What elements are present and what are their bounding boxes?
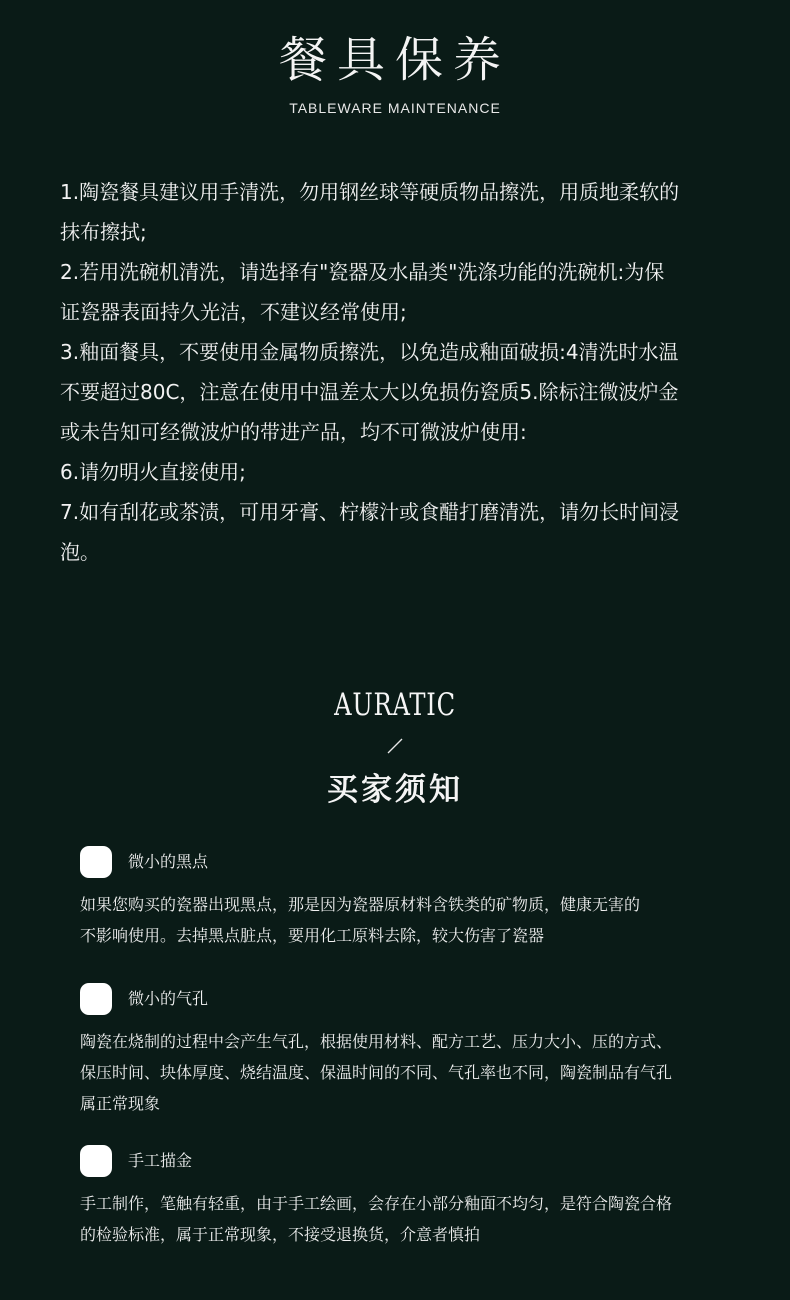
notice-line: 属正常现象 bbox=[80, 1094, 161, 1113]
notice-body bbox=[80, 889, 730, 951]
checkbox-icon bbox=[80, 983, 112, 1015]
notice-black-spots bbox=[80, 846, 730, 951]
maintenance-text bbox=[60, 172, 750, 572]
checkbox-icon bbox=[80, 846, 112, 878]
maintenance-line: 3.釉面餐具，不要使用金属物质擦洗，以免造成釉面破损:4清洗时水温 bbox=[60, 340, 679, 364]
checkbox-icon bbox=[80, 1145, 112, 1177]
maintenance-line: 1.陶瓷餐具建议用手清洗，勿用钢丝球等硬质物品擦洗，用质地柔软的 bbox=[60, 180, 680, 204]
notice-line: 陶瓷在烧制的过程中会产生气孔，根据使用材料、配方工艺、压力大小、压的方式、 bbox=[80, 1032, 673, 1051]
notice-body bbox=[80, 1026, 730, 1119]
notice-line: 手工制作，笔触有轻重，由于手工绘画，会存在小部分釉面不均匀，是符合陶瓷合格 bbox=[80, 1194, 673, 1213]
notice-line: 不影响使用。去掉黑点脏点，要用化工原料去除，较大伤害了瓷器 bbox=[80, 926, 545, 945]
brand-logo: AURATIC bbox=[334, 687, 456, 723]
buyer-notice-title: 买家须知 bbox=[327, 772, 463, 808]
notice-pores bbox=[80, 983, 730, 1119]
maintenance-line: 证瓷器表面持久光洁，不建议经常使用; bbox=[60, 300, 407, 324]
notice-title: 微小的黑点 bbox=[128, 852, 209, 871]
maintenance-line: 抹布擦拭; bbox=[60, 220, 147, 244]
notice-title: 微小的气孔 bbox=[128, 989, 209, 1008]
maintenance-line: 不要超过80C，注意在使用中温差太大以免损伤瓷质5.除标注微波炉金 bbox=[60, 380, 679, 404]
maintenance-line: 泡。 bbox=[60, 540, 100, 564]
notice-line: 保压时间、块体厚度、烧结温度、保温时间的不同、气孔率也不同，陶瓷制品有气孔 bbox=[80, 1063, 673, 1082]
slash-divider-icon bbox=[386, 737, 404, 755]
notice-line: 的检验标准，属于正常现象，不接受退换货，介意者慎拍 bbox=[80, 1225, 481, 1244]
maintenance-subtitle: TABLEWARE MAINTENANCE bbox=[289, 100, 501, 116]
notice-body bbox=[80, 1188, 730, 1250]
maintenance-title: 餐具保养 bbox=[278, 32, 511, 88]
maintenance-line: 6.请勿明火直接使用; bbox=[60, 460, 246, 484]
maintenance-line: 7.如有刮花或茶渍，可用牙膏、柠檬汁或食醋打磨清洗，请勿长时间浸 bbox=[60, 500, 680, 524]
notice-line: 如果您购买的瓷器出现黑点，那是因为瓷器原材料含铁类的矿物质，健康无害的 bbox=[80, 895, 641, 914]
maintenance-line: 或未告知可经微波炉的带进产品，均不可微波炉使用: bbox=[60, 420, 527, 444]
maintenance-line: 2.若用洗碗机清洗，请选择有"瓷器及水晶类"洗涤功能的洗碗机:为保 bbox=[60, 260, 665, 284]
notice-title: 手工描金 bbox=[128, 1151, 193, 1170]
notice-hand-gilding bbox=[80, 1145, 730, 1250]
